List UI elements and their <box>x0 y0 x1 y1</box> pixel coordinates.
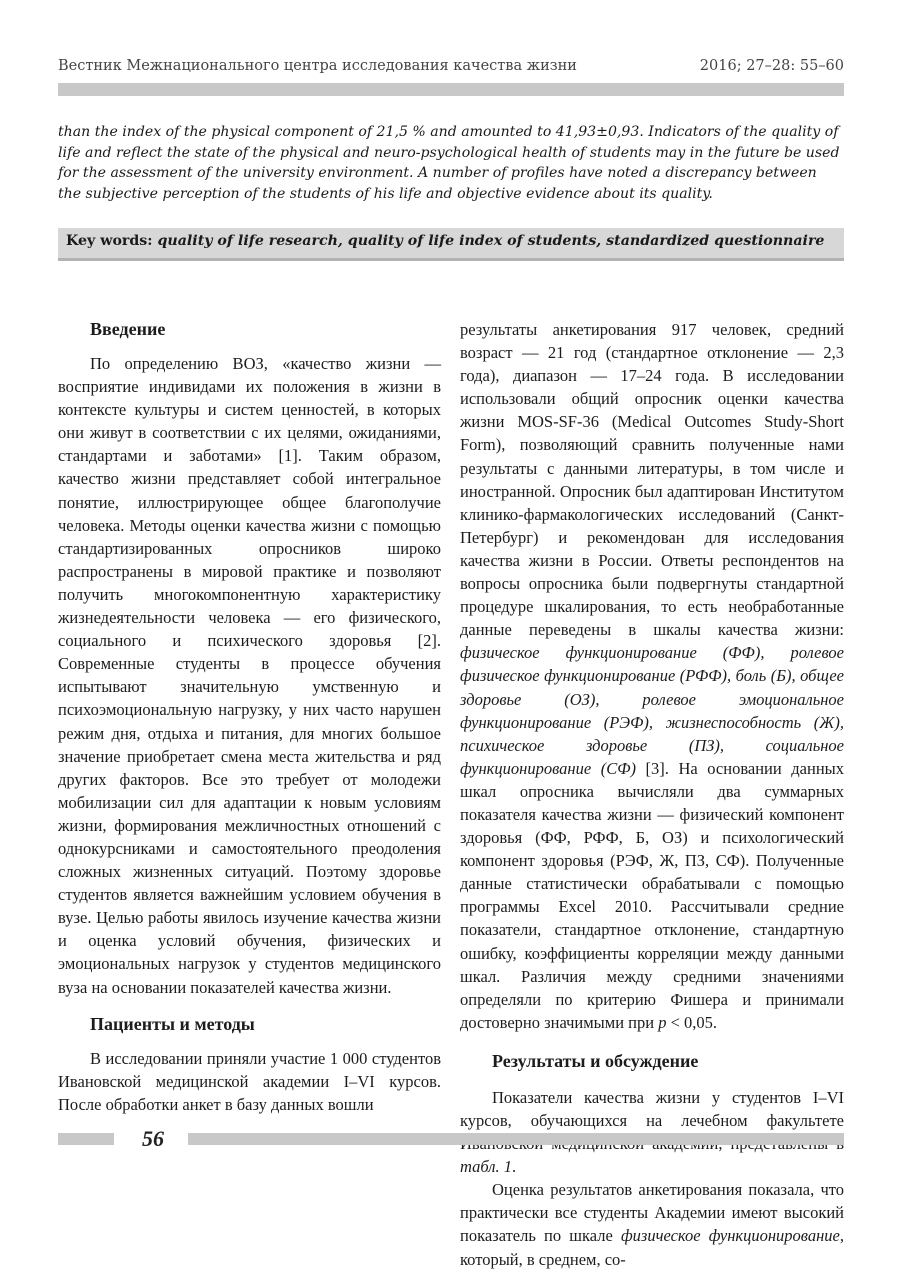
results-paragraph-1: Показатели качества жизни у студентов I–VI курсов, обучающихся на лечебном факультете табл. 1. <box>460 1087 844 1177</box>
p-symbol: p <box>658 1012 667 1032</box>
footer-rule-left <box>58 1133 114 1145</box>
footer-rule-right <box>188 1133 844 1145</box>
intro-paragraph: По определению ВОЗ, «качество жизни — восприятие индивидами их положения в жизни в контексте культуры и систем ценностей, в которых они живут в соответствии с их целями, ожиданиями, стандартами и заботами» [1]. Таким образом, качество жизни представляет собой интегральное понятие, иллюстрирующее общее благополучие человека. Методы оценки качества жизни с помощью стандартизированных опросников широко распространены в мировой практике и позволяют получить многокомпонентную характеристику жизнедеятельности человека — его физического, социального и психического здоровья [2]. Современные студенты в процессе обучения испытывают значительную умственную и психоэмоциональную нагрузку, у них часто нарушен режим дня, отдыха и питания, для многих большое значение приобретает смена места жительства и ряд других факторов. Все это требует от молодежи мобилизации сил для адаптации к новым условиям жизни, формирования межличностных отношений с однокурсниками и самостоятельного преодоления сложных жизненных ситуаций. Поэтому здоровье студентов является важнейшим условием обучения в вузе. Целью работы явилось изучение качества жизни и оценка условий обучения, физических и эмоциональных нагрузок у студентов медицинского вуза на основании показателей качества жизни. <box>58 354 441 997</box>
keywords-box <box>58 228 844 261</box>
abstract-text: than the index of the physical component of 21,5 % and amounted to 41,93±0,93. Indicators of the quality of life and reflect the state of the physical and neuro-psychological health of students may in the future be used for the assessment of the university environment. A number of profiles have noted a discrepancy between the subjective perception of the students of his life and objective evidence about its quality. <box>58 124 840 202</box>
keywords-label: Key words: <box>66 233 153 249</box>
running-header <box>58 58 844 80</box>
right-column <box>460 318 844 1271</box>
table-reference: табл. 1 <box>460 1157 512 1177</box>
abstract-tail <box>58 122 844 204</box>
methods-paragraph-start: В исследовании приняли участие 1 000 студентов Ивановской медицинской академии I–VI курсов. После обработки анкет в базу данных вошли <box>58 1048 441 1114</box>
keywords-line <box>66 233 824 249</box>
left-column <box>58 318 441 1116</box>
section-title-intro: Введение <box>90 319 166 339</box>
keywords-value: quality of life research, quality of life index of students, standardized questionnaire <box>157 233 825 249</box>
section-title-results: Результаты и обсуждение <box>492 1050 699 1071</box>
citation: 2016; 27–28: 55–60 <box>699 58 844 74</box>
section-title-methods: Пациенты и методы <box>90 1013 255 1034</box>
header-rule <box>58 83 844 96</box>
scale-name: физическое функционирование <box>620 1226 840 1246</box>
journal-title: Вестник Межнационального центра исследования качества жизни <box>58 58 577 74</box>
page-number: 56 <box>142 1126 164 1151</box>
results-paragraph-2: Оценка результатов анкетирования показала, что практически все студенты Академии имеют высокий показатель по шкале физическое функционирование, который, в среднем, со- <box>460 1180 844 1269</box>
methods-paragraph-continued: результаты анкетирования 917 человек, средний возраст — 21 год (стандартное отклонение — 2,3 года), диапазон — 17–24 года. В исследовании использовали общий опросник оценки качества жизни MOS-SF-36 (Medical Outcomes Study-Short Form), позволяющий сравнить полученные нами результаты с данными литературы, в том числе и иностранной. Опросник был адаптирован Институтом клинико-фармакологических исследований (Санкт-Петербург) и рекомендован для исследования качества жизни в России. Ответы респондентов на вопросы опросника были подвергнуты стандартной процедуре шкалирования, то есть необработанные данные переведены в шкалы качества жизни: физическое функционирование (ФФ), ролевое физическое функционирование (РФФ), боль (Б), общее здоровье (ОЗ), ролевое эмоциональное функционирование (РЭФ), жизнеспособность (Ж), психическое здоровье (ПЗ), социальное функционирование (СФ) [3]. На основании данных шкал опросника вычисляли два суммарных показателя качества жизни — физический компонент здоровья (ФФ, РФФ, Б, ОЗ) и психологический компонент здоровья (РЭФ, Ж, ПЗ, СФ). Полученные данные статистически обрабатывали с помощью программы Excel 2010. Рассчитывали средние показатели, стандартное отклонение, стандартную ошибку, коэффициенты корреляции между данными шкал. Различия между средними значениями определяли по критерию Фишера и принимали достоверно значимыми при p < 0,05. <box>460 320 844 1032</box>
scales-list: физическое функционирование (ФФ), ролевое физическое функционирование (РФФ), боль (Б), общее здоровье (ОЗ), ролевое эмоциональное функционирование (РЭФ), жизнеспособность (Ж), психическое здоровье (ПЗ), социальное функционирование (СФ) <box>460 643 844 778</box>
